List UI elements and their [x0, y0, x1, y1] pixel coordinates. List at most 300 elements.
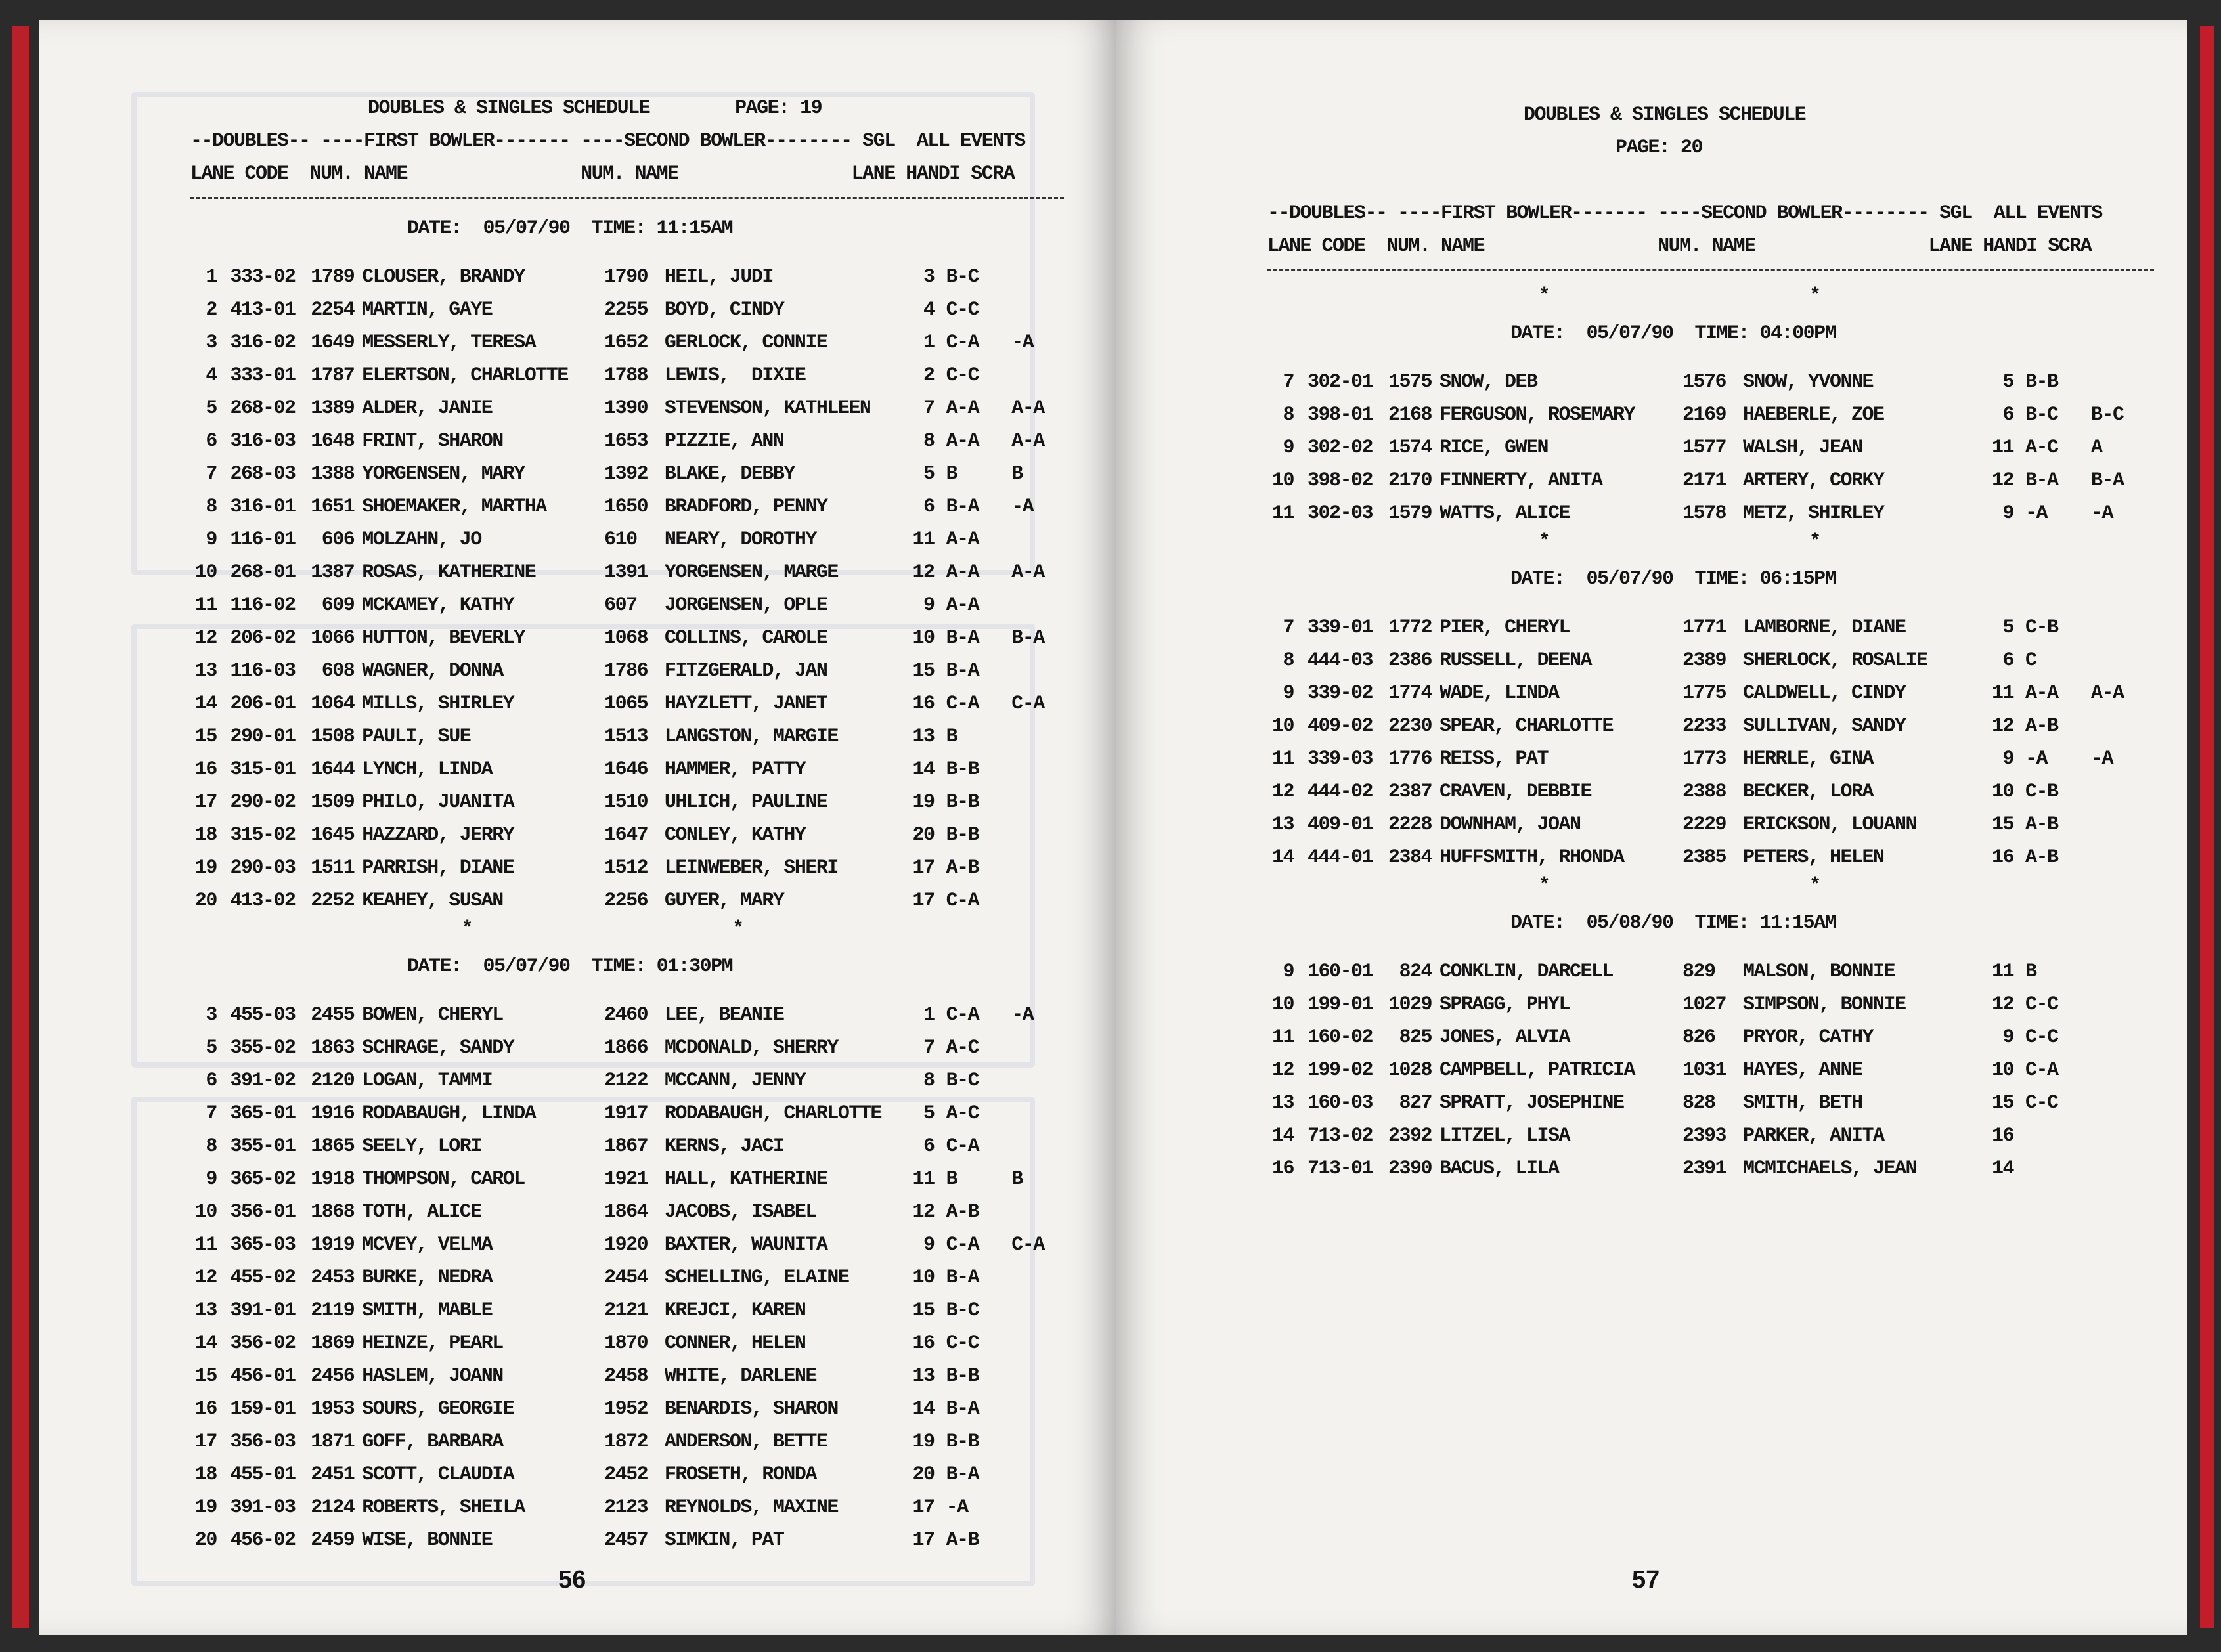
cell-first-name: MCKAMEY, KATHY [362, 594, 514, 617]
cell-code: 455-01 [230, 1464, 296, 1486]
cell-first-name: JONES, ALVIA [1440, 1026, 1570, 1049]
cell-code: 290-03 [230, 857, 296, 879]
cell-code: 391-02 [230, 1070, 296, 1092]
cell-second-name: NEARY, DOROTHY [664, 529, 816, 551]
cell-scratch [2091, 1152, 2144, 1185]
cell-first-num: 2386 [1388, 649, 1432, 672]
cell-scratch: -A [2091, 748, 2113, 770]
cell-second-num: 1788 [604, 364, 648, 387]
cell-second-name: REYNOLDS, MAXINE [664, 1496, 838, 1519]
cell-lane: 2 [206, 299, 217, 321]
cell-second-name: BENARDIS, SHARON [664, 1398, 838, 1420]
schedule-page-20 [1267, 98, 2154, 1185]
cell-handicap: C-C [2025, 1092, 2058, 1114]
cell-code: 444-03 [1307, 649, 1373, 672]
table-row [190, 999, 1064, 1032]
cell-sgl-lane: 10 [1991, 781, 2013, 803]
cell-handicap: C-A [946, 332, 979, 354]
cell-sgl-lane: 5 [923, 463, 935, 485]
cell-lane: 16 [194, 758, 217, 781]
cell-code: 268-01 [230, 561, 296, 584]
cell-second-num: 1510 [604, 791, 648, 814]
cell-code: 444-02 [1307, 781, 1373, 803]
cell-code: 316-02 [230, 332, 296, 354]
cell-lane: 12 [194, 1267, 217, 1289]
cell-sgl-lane: 5 [2002, 617, 2013, 639]
cell-lane: 7 [1283, 617, 1294, 639]
table-row [1267, 399, 2154, 431]
cell-scratch: C-A [1011, 1234, 1044, 1256]
cell-scratch [2091, 988, 2144, 1021]
cell-second-num: 1031 [1682, 1059, 1726, 1081]
book-spine-left [12, 26, 29, 1628]
cell-first-name: DOWNHAM, JOAN [1440, 814, 1581, 836]
cell-code: 409-01 [1307, 814, 1373, 836]
cell-sgl-lane: 16 [912, 1332, 935, 1355]
cell-first-num: 825 [1399, 1026, 1432, 1049]
cell-code: 315-01 [230, 758, 296, 781]
cell-sgl-lane: 15 [1991, 814, 2013, 836]
cell-code: 268-03 [230, 463, 296, 485]
cell-first-name: REISS, PAT [1440, 748, 1549, 770]
cell-sgl-lane: 9 [923, 1234, 935, 1256]
cell-second-num: 1790 [604, 266, 648, 288]
cell-code: 356-02 [230, 1332, 296, 1355]
cell-scratch [1011, 1327, 1064, 1360]
cell-second-num: 1920 [604, 1234, 648, 1256]
cell-second-name: SCHELLING, ELAINE [664, 1267, 849, 1289]
cell-second-name: BECKER, LORA [1743, 781, 1874, 803]
cell-code: 339-02 [1307, 682, 1373, 705]
cell-second-num: 1653 [604, 430, 648, 452]
cell-first-name: WADE, LINDA [1440, 682, 1559, 705]
cell-first-name: LOGAN, TAMMI [362, 1070, 493, 1092]
cell-scratch: -A [1011, 496, 1034, 518]
cell-second-num: 1065 [604, 693, 648, 715]
cell-code: 199-01 [1307, 993, 1373, 1016]
cell-sgl-lane: 11 [912, 1168, 935, 1190]
cell-first-name: PIER, CHERYL [1440, 617, 1570, 639]
cell-second-num: 2123 [604, 1496, 648, 1519]
cell-lane: 7 [206, 463, 217, 485]
cell-second-name: SULLIVAN, SANDY [1743, 715, 1906, 737]
cell-code: 199-02 [1307, 1059, 1373, 1081]
cell-code: 444-01 [1307, 846, 1373, 869]
book-spine-right [2200, 26, 2214, 1628]
page-number: 56 [558, 1566, 586, 1594]
cell-second-num: 1952 [604, 1398, 648, 1420]
cell-first-num: 1919 [311, 1234, 355, 1256]
cell-second-name: JORGENSEN, OPLE [664, 594, 827, 617]
cell-scratch [1011, 1261, 1064, 1294]
cell-first-name: MARTIN, GAYE [362, 299, 493, 321]
cell-first-name: PHILO, JUANITA [362, 791, 514, 814]
cell-scratch [1011, 819, 1064, 852]
cell-lane: 11 [1271, 748, 1294, 770]
cell-second-name: BRADFORD, PENNY [664, 496, 827, 518]
cell-scratch [2091, 611, 2144, 644]
cell-first-num: 1916 [311, 1102, 355, 1125]
cell-first-num: 1871 [311, 1431, 355, 1453]
cell-handicap: B-A [946, 496, 979, 518]
cell-handicap: A-C [946, 1102, 979, 1125]
cell-lane: 3 [206, 1004, 217, 1026]
cell-second-name: UHLICH, PAULINE [664, 791, 827, 814]
cell-lane: 20 [194, 1529, 217, 1552]
cell-handicap: C-B [2025, 617, 2058, 639]
cell-second-name: MCMICHAELS, JEAN [1743, 1158, 1917, 1180]
cell-lane: 11 [194, 594, 217, 617]
table-row [1267, 644, 2154, 677]
cell-first-num: 2168 [1388, 404, 1432, 426]
cell-handicap: -A [946, 1496, 968, 1519]
cell-first-num: 1645 [311, 824, 355, 846]
section-separator: * * [190, 918, 743, 940]
cell-handicap: B-A [2025, 469, 2058, 492]
cell-scratch [1011, 359, 1064, 392]
cell-code: 456-01 [230, 1365, 296, 1387]
section-heading: DATE: 05/07/90 TIME: 01:30PM [407, 955, 733, 978]
cell-first-num: 2252 [311, 890, 355, 912]
cell-sgl-lane: 17 [912, 1529, 935, 1552]
table-row [190, 261, 1064, 293]
cell-second-name: CONLEY, KATHY [664, 824, 806, 846]
cell-code: 398-02 [1307, 469, 1373, 492]
cell-sgl-lane: 19 [912, 791, 935, 814]
cell-second-num: 607 [604, 594, 637, 617]
table-row [190, 523, 1064, 556]
cell-scratch [1011, 1393, 1064, 1425]
cell-handicap [2013, 1119, 2091, 1152]
table-row [190, 786, 1064, 819]
cell-sgl-lane: 6 [2002, 404, 2013, 426]
cell-first-num: 2392 [1388, 1125, 1432, 1147]
cell-lane: 19 [194, 857, 217, 879]
cell-second-name: GERLOCK, CONNIE [664, 332, 827, 354]
cell-second-name: JACOBS, ISABEL [664, 1201, 816, 1223]
cell-second-num: 1864 [604, 1201, 648, 1223]
cell-scratch [2091, 1119, 2144, 1152]
cell-first-num: 606 [321, 529, 355, 551]
cell-second-num: 2255 [604, 299, 648, 321]
cell-second-num: 1870 [604, 1332, 648, 1355]
table-row [190, 1491, 1064, 1524]
cell-second-name: LEWIS, DIXIE [664, 364, 806, 387]
cell-second-num: 1917 [604, 1102, 648, 1125]
right-page [1116, 20, 2187, 1635]
cell-sgl-lane: 4 [923, 299, 935, 321]
cell-second-num: 2452 [604, 1464, 648, 1486]
cell-code: 355-02 [230, 1037, 296, 1059]
cell-first-name: RODABAUGH, LINDA [362, 1102, 536, 1125]
table-row [190, 1064, 1064, 1097]
cell-code: 356-03 [230, 1431, 296, 1453]
cell-lane: 9 [1283, 961, 1294, 983]
cell-first-name: KEAHEY, SUSAN [362, 890, 503, 912]
cell-code: 398-01 [1307, 404, 1373, 426]
cell-sgl-lane: 12 [1991, 469, 2013, 492]
table-row [190, 1425, 1064, 1458]
table-row [190, 556, 1064, 589]
cell-code: 316-03 [230, 430, 296, 452]
cell-handicap: B-B [946, 824, 979, 846]
cell-first-name: LYNCH, LINDA [362, 758, 493, 781]
cell-code: 456-02 [230, 1529, 296, 1552]
cell-first-num: 1651 [311, 496, 355, 518]
table-row [1267, 955, 2154, 988]
cell-scratch: B [1011, 1168, 1023, 1190]
cell-second-name: SHERLOCK, ROSALIE [1743, 649, 1927, 672]
cell-first-num: 1787 [311, 364, 355, 387]
cell-first-name: SEELY, LORI [362, 1135, 481, 1158]
cell-sgl-lane: 1 [923, 1004, 935, 1026]
cell-lane: 17 [194, 1431, 217, 1453]
cell-scratch [1011, 1425, 1064, 1458]
table-row [1267, 775, 2154, 808]
cell-sgl-lane: 12 [1991, 993, 2013, 1016]
cell-second-num: 2454 [604, 1267, 648, 1289]
cell-lane: 13 [1271, 814, 1294, 836]
cell-scratch [1011, 655, 1064, 687]
table-row [1267, 841, 2154, 874]
cell-first-num: 1028 [1388, 1059, 1432, 1081]
cell-first-name: SCHRAGE, SANDY [362, 1037, 514, 1059]
cell-handicap: A-B [2025, 715, 2058, 737]
cell-code: 413-02 [230, 890, 296, 912]
table-row [190, 458, 1064, 490]
cell-first-name: ROBERTS, SHEILA [362, 1496, 525, 1519]
cell-lane: 14 [1271, 1125, 1294, 1147]
cell-second-num: 2393 [1682, 1125, 1726, 1147]
cell-second-num: 1646 [604, 758, 648, 781]
cell-handicap: C-C [2025, 1026, 2058, 1049]
cell-sgl-lane: 9 [2002, 748, 2013, 770]
table-row [1267, 808, 2154, 841]
cell-second-num: 826 [1682, 1026, 1715, 1049]
cell-handicap: C-C [946, 299, 979, 321]
cell-second-num: 829 [1682, 961, 1715, 983]
cell-second-name: BOYD, CINDY [664, 299, 784, 321]
cell-first-name: GOFF, BARBARA [362, 1431, 503, 1453]
cell-first-num: 1772 [1388, 617, 1432, 639]
cell-sgl-lane: 16 [1991, 1125, 2013, 1147]
table-row [190, 884, 1064, 917]
cell-second-name: SMITH, BETH [1743, 1092, 1862, 1114]
cell-second-name: BLAKE, DEBBY [664, 463, 795, 485]
cell-scratch: A-A [1011, 397, 1044, 420]
cell-second-name: HEIL, JUDI [664, 266, 773, 288]
cell-lane: 10 [1271, 715, 1294, 737]
cell-first-num: 1509 [311, 791, 355, 814]
cell-second-num: 2121 [604, 1299, 648, 1322]
spacer [1267, 164, 2154, 197]
cell-lane: 18 [194, 1464, 217, 1486]
cell-scratch [1011, 1524, 1064, 1557]
cell-first-name: SPEAR, CHARLOTTE [1440, 715, 1614, 737]
cell-handicap: A-A [946, 397, 979, 420]
cell-lane: 11 [1271, 502, 1294, 525]
cell-lane: 16 [194, 1398, 217, 1420]
cell-first-name: BOWEN, CHERYL [362, 1004, 503, 1026]
cell-second-name: MCCANN, JENNY [664, 1070, 806, 1092]
cell-first-num: 1389 [311, 397, 355, 420]
cell-sgl-lane: 1 [923, 332, 935, 354]
cell-second-name: SIMKIN, PAT [664, 1529, 784, 1552]
cell-first-name: BACUS, LILA [1440, 1158, 1559, 1180]
table-row [190, 1032, 1064, 1064]
cell-handicap: B-A [946, 1267, 979, 1289]
cell-first-num: 2387 [1388, 781, 1432, 803]
cell-scratch [2091, 644, 2144, 677]
cell-first-name: MCVEY, VELMA [362, 1234, 493, 1256]
table-row [1267, 431, 2154, 464]
cell-second-name: LAMBORNE, DIANE [1743, 617, 1906, 639]
cell-second-num: 1392 [604, 463, 648, 485]
cell-second-name: SNOW, YVONNE [1743, 371, 1874, 393]
cell-code: 713-01 [1307, 1158, 1373, 1180]
cell-first-name: LITZEL, LISA [1440, 1125, 1570, 1147]
cell-lane: 18 [194, 824, 217, 846]
cell-first-num: 2453 [311, 1267, 355, 1289]
cell-first-name: RUSSELL, DEENA [1440, 649, 1592, 672]
cell-handicap: C-A [2025, 1059, 2058, 1081]
cell-scratch [1011, 1360, 1064, 1393]
cell-lane: 9 [206, 529, 217, 551]
cell-second-name: YORGENSEN, MARGE [664, 561, 838, 584]
cell-sgl-lane: 5 [923, 1102, 935, 1125]
cell-second-num: 610 [604, 529, 637, 551]
cell-first-num: 2124 [311, 1496, 355, 1519]
cell-handicap: B-C [946, 1070, 979, 1092]
cell-first-name: ALDER, JANIE [362, 397, 493, 420]
cell-handicap: A-C [946, 1037, 979, 1059]
cell-sgl-lane: 11 [1991, 961, 2013, 983]
cell-lane: 14 [194, 1332, 217, 1355]
cell-code: 455-02 [230, 1267, 296, 1289]
cell-lane: 3 [206, 332, 217, 354]
cell-lane: 8 [206, 1135, 217, 1158]
cell-lane: 7 [1283, 371, 1294, 393]
cell-second-name: CALDWELL, CINDY [1743, 682, 1906, 705]
cell-handicap: B-C [946, 1299, 979, 1322]
cell-code: 333-01 [230, 364, 296, 387]
table-row [1267, 988, 2154, 1021]
cell-second-name: HAYES, ANNE [1743, 1059, 1862, 1081]
cell-lane: 15 [194, 1365, 217, 1387]
cell-scratch [1011, 753, 1064, 786]
cell-lane: 12 [1271, 781, 1294, 803]
cell-first-num: 1029 [1388, 993, 1432, 1016]
cell-sgl-lane: 16 [912, 693, 935, 715]
cell-scratch [1011, 589, 1064, 622]
cell-first-num: 1387 [311, 561, 355, 584]
page-label: PAGE: 20 [1616, 137, 1703, 159]
cell-code: 413-01 [230, 299, 296, 321]
cell-second-name: BAXTER, WAUNITA [664, 1234, 827, 1256]
cell-first-name: CAMPBELL, PATRICIA [1440, 1059, 1635, 1081]
cell-handicap: B [946, 1168, 957, 1190]
cell-handicap: A-A [946, 529, 979, 551]
cell-lane: 10 [1271, 469, 1294, 492]
table-row [190, 687, 1064, 720]
cell-lane: 16 [1271, 1158, 1294, 1180]
cell-sgl-lane: 15 [912, 660, 935, 682]
page-label: PAGE: 19 [735, 97, 822, 120]
cell-code: 290-01 [230, 726, 296, 748]
cell-scratch [1011, 852, 1064, 884]
table-row [190, 852, 1064, 884]
cell-code: 206-02 [230, 627, 296, 649]
cell-lane: 10 [1271, 993, 1294, 1016]
table-row [1267, 743, 2154, 775]
table-row [190, 1327, 1064, 1360]
header-rule [1267, 269, 2154, 271]
cell-lane: 7 [206, 1102, 217, 1125]
cell-second-num: 1513 [604, 726, 648, 748]
cell-scratch: C-A [1011, 693, 1044, 715]
cell-code: 333-02 [230, 266, 296, 288]
table-row [190, 1163, 1064, 1196]
cell-scratch [1011, 523, 1064, 556]
cell-sgl-lane: 6 [2002, 649, 2013, 672]
cell-code: 713-02 [1307, 1125, 1373, 1147]
cell-handicap: B [946, 463, 957, 485]
cell-scratch: A-A [2091, 682, 2124, 705]
cell-second-num: 2169 [1682, 404, 1726, 426]
cell-first-name: HUTTON, BEVERLY [362, 627, 525, 649]
column-header-1: --DOUBLES-- ----FIRST BOWLER------- ----SECOND BOWLER-------- SGL ALL EVENTS [1267, 202, 2102, 225]
cell-first-num: 1574 [1388, 437, 1432, 459]
cell-lane: 14 [194, 693, 217, 715]
section-separator: * * [1267, 531, 1820, 553]
cell-sgl-lane: 14 [912, 1398, 935, 1420]
cell-first-name: SNOW, DEB [1440, 371, 1537, 393]
cell-second-name: ANDERSON, BETTE [664, 1431, 827, 1453]
table-row [1267, 1054, 2154, 1087]
cell-second-num: 1512 [604, 857, 648, 879]
cell-second-name: PIZZIE, ANN [664, 430, 784, 452]
cell-sgl-lane: 17 [912, 1496, 935, 1519]
cell-code: 302-02 [1307, 437, 1373, 459]
header-rule [190, 197, 1064, 199]
table-row [1267, 1152, 2154, 1185]
section-separator: * * [1267, 875, 1820, 897]
cell-second-num: 1652 [604, 332, 648, 354]
cell-sgl-lane: 11 [1991, 682, 2013, 705]
cell-lane: 8 [206, 496, 217, 518]
cell-second-num: 2233 [1682, 715, 1726, 737]
cell-scratch: B [1011, 463, 1023, 485]
cell-lane: 19 [194, 1496, 217, 1519]
table-row [1267, 677, 2154, 710]
cell-scratch: -A [2091, 502, 2113, 525]
cell-first-num: 1066 [311, 627, 355, 649]
cell-sgl-lane: 6 [923, 496, 935, 518]
cell-second-num: 1921 [604, 1168, 648, 1190]
cell-code: 159-01 [230, 1398, 296, 1420]
cell-scratch [2091, 1054, 2144, 1087]
cell-first-num: 1863 [311, 1037, 355, 1059]
cell-first-name: SOURS, GEORGIE [362, 1398, 514, 1420]
cell-second-num: 1578 [1682, 502, 1726, 525]
cell-first-name: CLOUSER, BRANDY [362, 266, 525, 288]
cell-scratch: B-A [1011, 627, 1044, 649]
cell-second-num: 2171 [1682, 469, 1726, 492]
cell-handicap: C-A [946, 693, 979, 715]
section-separator: * * [1267, 285, 1820, 307]
cell-second-name: HAEBERLE, ZOE [1743, 404, 1884, 426]
cell-sgl-lane: 6 [923, 1135, 935, 1158]
